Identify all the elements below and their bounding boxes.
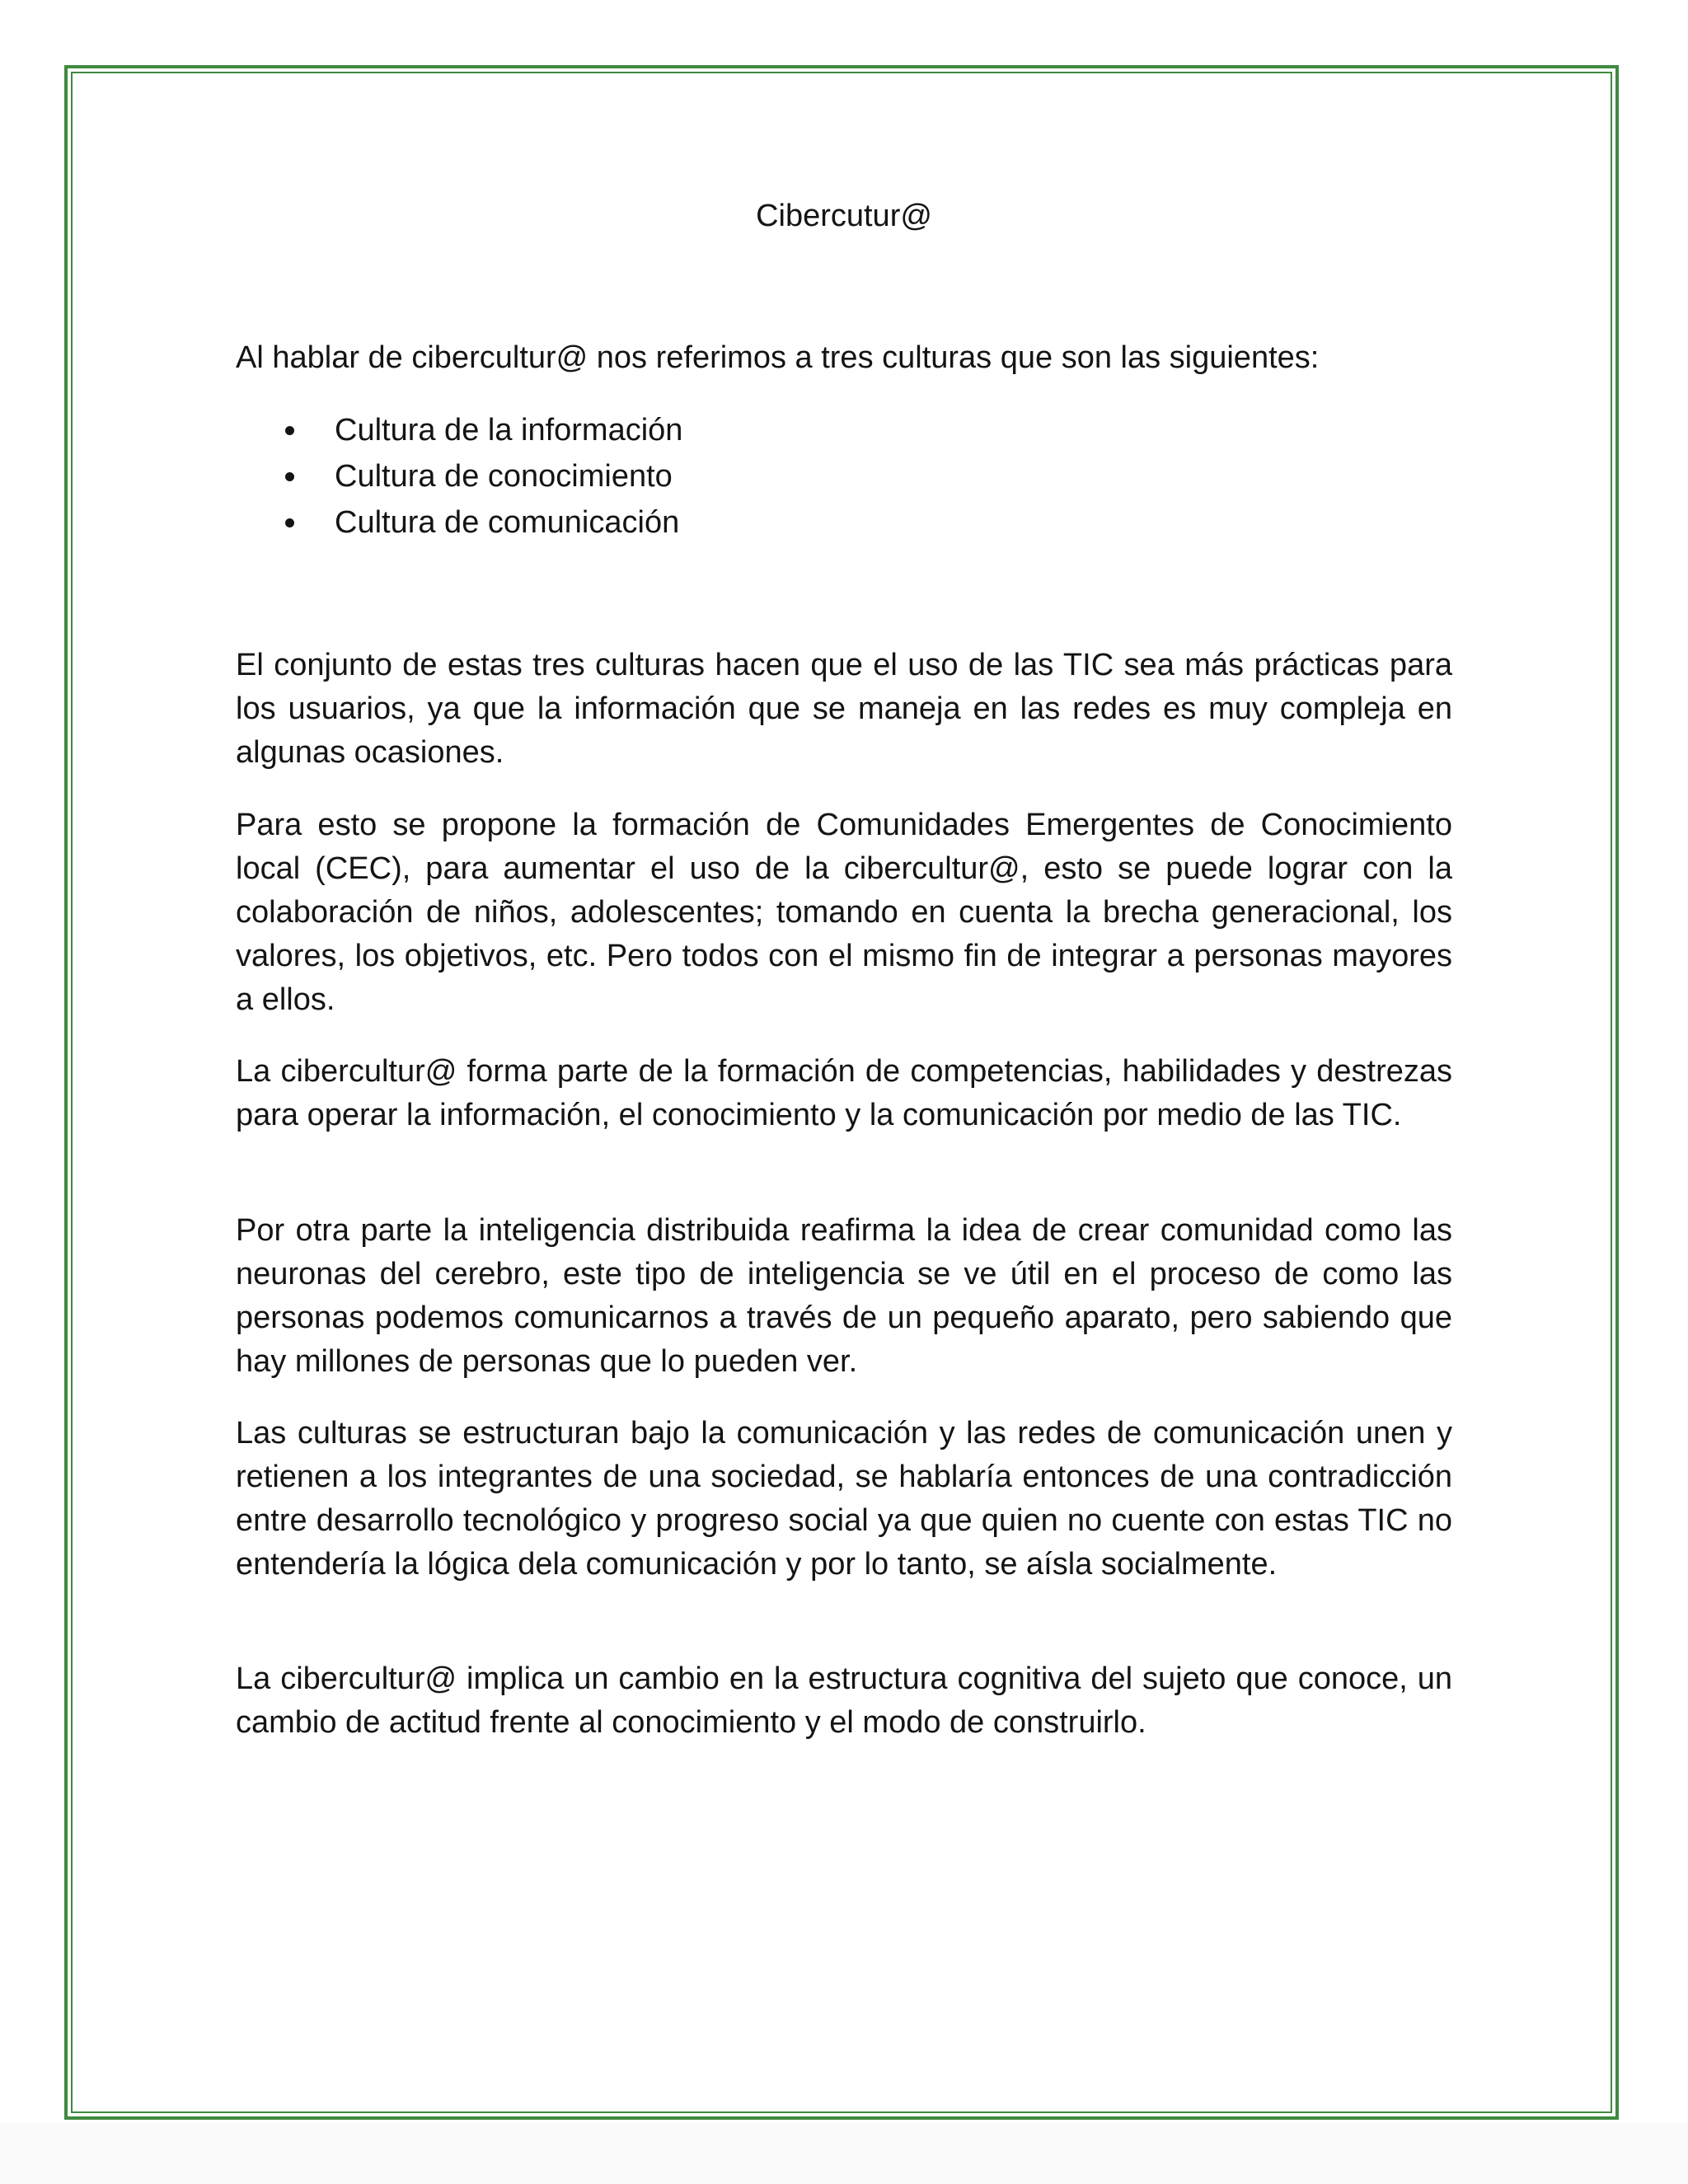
bullet-icon (285, 472, 294, 481)
list-item-text: Cultura de comunicación (335, 505, 680, 540)
body-paragraph: Las culturas se estructuran bajo la comunicación y las redes de comunicación unen y retienen a los integrantes de una sociedad, se hablaría entonces de una contradicción entre desarrollo tecnológico y progreso social ya que quien no cuente con estas TIC no entendería la lógica dela comunicación y por lo tanto, se aísla socialmente. (236, 1416, 1452, 1582)
body-paragraph: La cibercultur@ forma parte de la formación de competencias, habilidades y destrezas para operar la información, el conocimiento y la comunicación por medio de las TIC. (236, 1054, 1452, 1132)
intro-paragraph: Al hablar de cibercultur@ nos referimos a tres culturas que son las siguientes: (236, 340, 1320, 375)
culture-list (236, 409, 1452, 547)
page-bottom-margin (0, 2122, 1688, 2184)
page-title: Cibercutur@ (756, 199, 932, 233)
list-item-text: Cultura de conocimiento (335, 459, 673, 494)
body-paragraph: Por otra parte la inteligencia distribuida reafirma la idea de crear comunidad como las neuronas del cerebro, este tipo de inteligencia se ve útil en el proceso de como las personas podemos comunicarnos a través de un pequeño aparato, pero sabiendo que hay millones de personas que lo pueden ver. (236, 1213, 1452, 1379)
body-paragraph: La cibercultur@ implica un cambio en la estructura cognitiva del sujeto que conoce, un cambio de actitud frente al conocimiento y el modo de construirlo. (236, 1661, 1452, 1740)
list-item (236, 501, 1452, 547)
bullet-icon (285, 426, 294, 435)
body-paragraph: Para esto se propone la formación de Comunidades Emergentes de Conocimiento local (CEC), para aumentar el uso de la cibercultur@, esto se puede lograr con la colaboración de niños, adolescentes; tomando en cuenta la brecha generacional, los valores, los objetivos, etc. Pero todos con el mismo fin de integrar a personas mayores a ellos. (236, 808, 1452, 1017)
list-item (236, 455, 1452, 501)
list-item-text: Cultura de la información (335, 413, 683, 448)
body-paragraph: El conjunto de estas tres culturas hacen que el uso de las TIC sea más prácticas para los usuarios, ya que la información que se maneja en las redes es muy compleja en algunas ocasiones. (236, 648, 1452, 770)
bullet-icon (285, 518, 294, 527)
list-item (236, 409, 1452, 455)
